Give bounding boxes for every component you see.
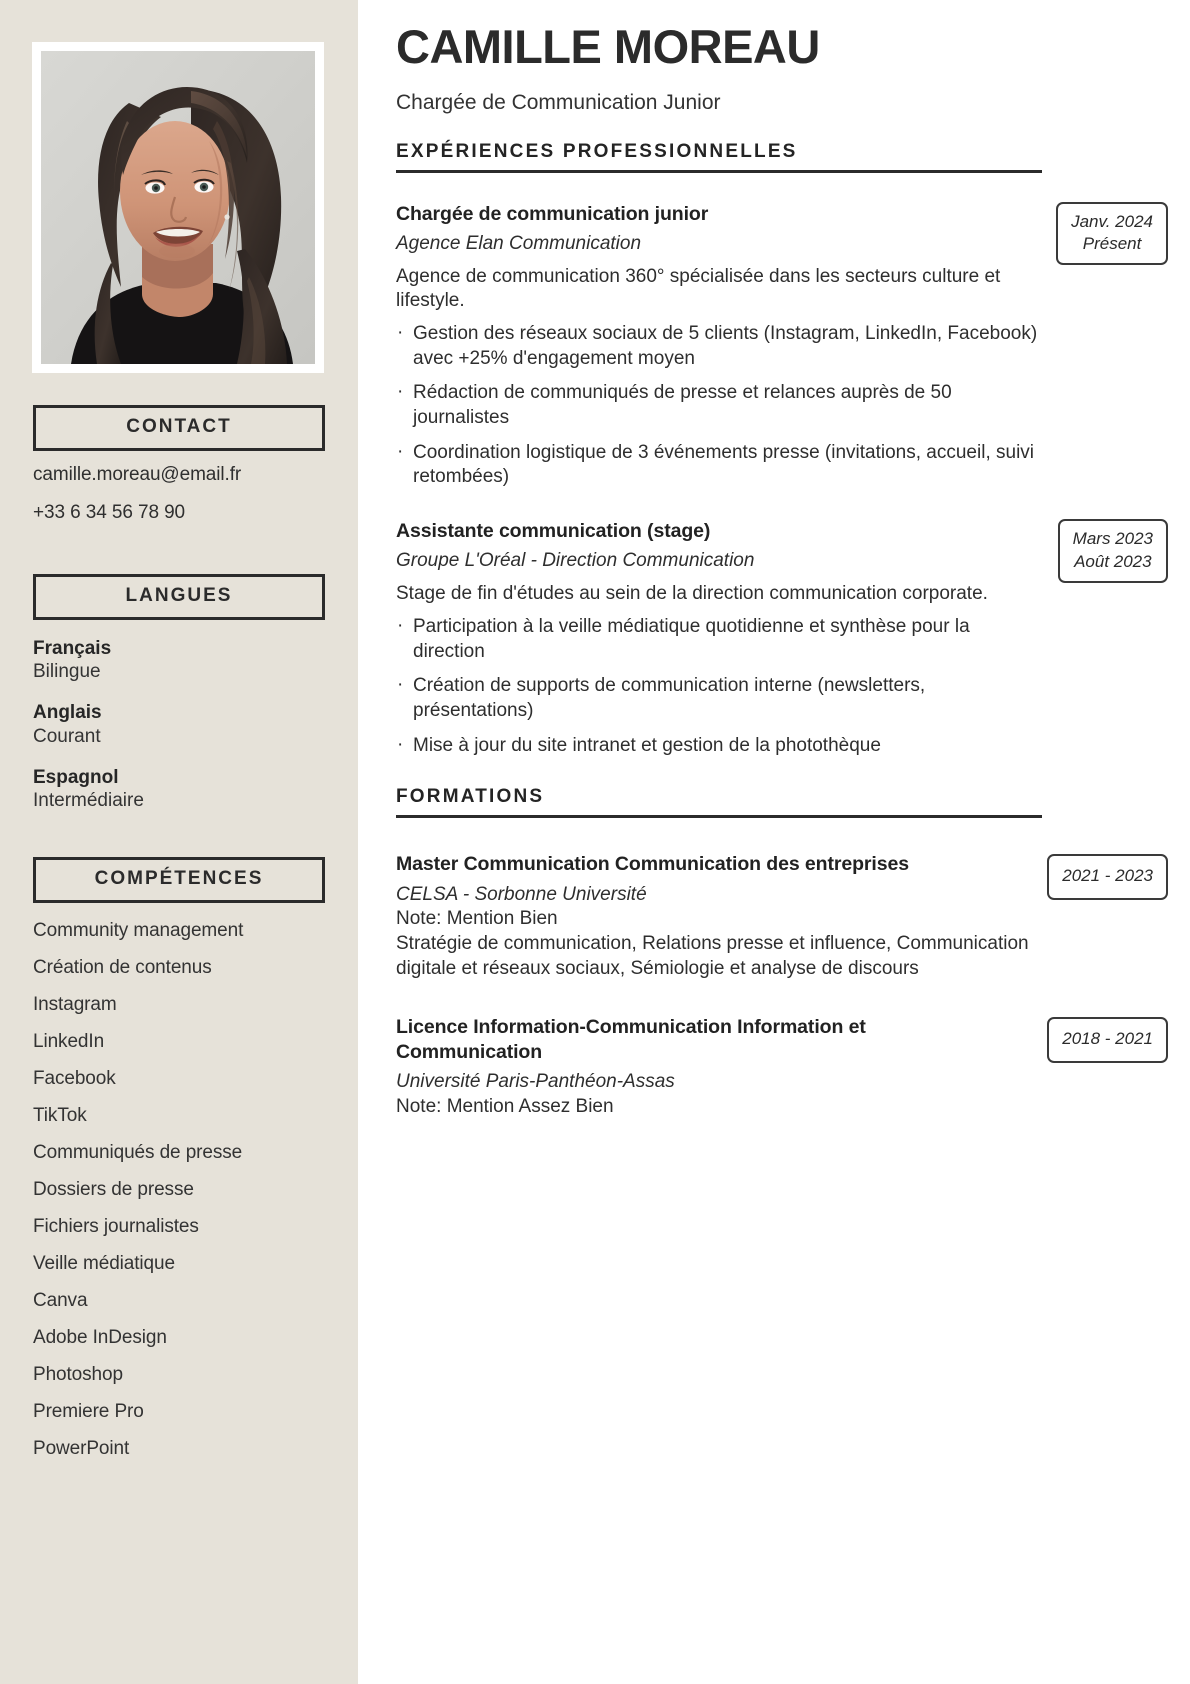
- date-badge: [1047, 1017, 1168, 1062]
- experience-org: Agence Elan Communication: [396, 232, 642, 254]
- experience-org: Groupe L'Oréal - Direction Communication: [396, 550, 755, 572]
- contact-email[interactable]: camille.moreau@email.fr: [33, 463, 242, 485]
- bullet-item: [396, 441, 1042, 490]
- experience-title: Assistante communication (stage): [396, 520, 711, 543]
- language-item: [33, 637, 325, 685]
- skill-item: Canva: [33, 1290, 88, 1312]
- experience-entry: [396, 202, 1153, 491]
- bullet-item: [396, 381, 1042, 430]
- skill-item: Communiqués de presse: [33, 1142, 243, 1164]
- education-org: Université Paris-Panthéon-Assas: [396, 1071, 675, 1093]
- skills-section: [33, 857, 325, 1458]
- profile-photo: [41, 51, 315, 364]
- education-title: Master Communication Communication des entreprises: [396, 853, 909, 876]
- bullet-dot-icon: ·: [397, 381, 404, 403]
- experience-entry-head: [396, 519, 1042, 574]
- date-start: Janv. 2024: [1071, 211, 1153, 231]
- education-title: Licence Information-Communication Information et Communication: [396, 1016, 866, 1063]
- language-item: [33, 766, 325, 814]
- date-badge: [1047, 854, 1168, 899]
- bullet-text: Participation à la veille médiatique quotidienne et synthèse pour la direction: [413, 615, 970, 662]
- main-content: [396, 0, 1153, 1120]
- education-date: 2021 - 2023: [1062, 866, 1153, 886]
- experience-description: Stage de fin d'études au sein de la direction communication corporate.: [396, 583, 988, 605]
- date-badge: [1056, 202, 1168, 266]
- date-start: Mars 2023: [1072, 529, 1153, 549]
- language-name: Français: [33, 637, 112, 659]
- experience-entry: [396, 519, 1153, 758]
- profile-photo-frame: [32, 42, 324, 373]
- bullet-text: Rédaction de communiqués de presse et relances auprès de 50 journalistes: [413, 382, 952, 429]
- skill-item: Community management: [33, 920, 244, 942]
- bullet-text: Création de supports de communication interne (newsletters, présentations): [413, 675, 926, 721]
- skill-item: Facebook: [33, 1068, 116, 1090]
- experience-title: Chargée de communication junior: [396, 202, 709, 225]
- education-courses: Stratégie de communication, Relations presse et influence, Communication digitale et réseaux sociaux, Sémiologie et analyse de discours: [396, 933, 1029, 979]
- education-entry: [396, 852, 1153, 981]
- bullet-dot-icon: ·: [397, 733, 404, 755]
- experience-heading: EXPÉRIENCES PROFESSIONNELLES: [396, 141, 1042, 173]
- language-name: Anglais: [33, 702, 102, 724]
- contact-phone[interactable]: +33 6 34 56 78 90: [33, 502, 186, 524]
- bullet-item: [396, 615, 1042, 664]
- sidebar: [0, 0, 358, 1684]
- skill-item: Adobe InDesign: [33, 1327, 167, 1349]
- bullet-dot-icon: ·: [397, 614, 404, 636]
- education-note: Note: Mention Bien: [396, 908, 558, 930]
- bullet-item: [396, 734, 1042, 759]
- language-name: Espagnol: [33, 766, 119, 788]
- language-item: [33, 701, 325, 749]
- job-title: Chargée de Communication Junior: [396, 91, 721, 115]
- education-heading: FORMATIONS: [396, 786, 1042, 818]
- skill-item: PowerPoint: [33, 1438, 130, 1460]
- contact-heading: CONTACT: [33, 405, 325, 451]
- bullet-item: [396, 322, 1042, 371]
- education-note: Note: Mention Assez Bien: [396, 1095, 614, 1117]
- experience-description: Agence de communication 360° spécialisée dans les secteurs culture et lifestyle.: [396, 265, 1001, 312]
- bullet-dot-icon: ·: [397, 674, 404, 696]
- education-entry-head: [396, 1015, 1042, 1064]
- language-level: Bilingue: [33, 661, 101, 683]
- skill-item: Fichiers journalistes: [33, 1216, 199, 1238]
- skill-item: LinkedIn: [33, 1031, 105, 1053]
- experience-bullets: [396, 322, 1042, 490]
- date-badge: [1058, 519, 1168, 583]
- experience-entry-head: [396, 202, 1042, 257]
- education-date: 2018 - 2021: [1062, 1029, 1153, 1049]
- skill-item: TikTok: [33, 1105, 87, 1127]
- experience-bullets: [396, 615, 1042, 758]
- education-org: CELSA - Sorbonne Université: [396, 883, 647, 905]
- skill-item: Création de contenus: [33, 957, 212, 979]
- skill-item: Photoshop: [33, 1364, 123, 1386]
- bullet-dot-icon: ·: [397, 440, 404, 462]
- contact-section: [33, 405, 325, 528]
- date-end: Présent: [1082, 233, 1142, 253]
- bullet-text: Mise à jour du site intranet et gestion de la photothèque: [413, 734, 881, 756]
- language-level: Intermédiaire: [33, 790, 144, 812]
- skill-item: Veille médiatique: [33, 1253, 175, 1275]
- bullet-text: Gestion des réseaux sociaux de 5 clients (Instagram, LinkedIn, Facebook) avec +25% d'engagement moyen: [413, 322, 1038, 369]
- date-end: Août 2023: [1074, 551, 1152, 571]
- bullet-dot-icon: ·: [397, 321, 404, 343]
- education-entry: [396, 1015, 1153, 1119]
- skill-item: Premiere Pro: [33, 1401, 144, 1423]
- skill-item: Instagram: [33, 994, 117, 1016]
- skill-item: Dossiers de presse: [33, 1179, 194, 1201]
- language-level: Courant: [33, 725, 101, 747]
- bullet-text: Coordination logistique de 3 événements presse (invitations, accueil, suivi retombées): [413, 441, 1035, 488]
- bullet-item: [396, 674, 1042, 723]
- skills-heading: COMPÉTENCES: [33, 857, 325, 903]
- languages-heading: LANGUES: [33, 574, 325, 620]
- languages-section: [33, 574, 325, 813]
- page-title: CAMILLE MOREAU: [396, 20, 820, 73]
